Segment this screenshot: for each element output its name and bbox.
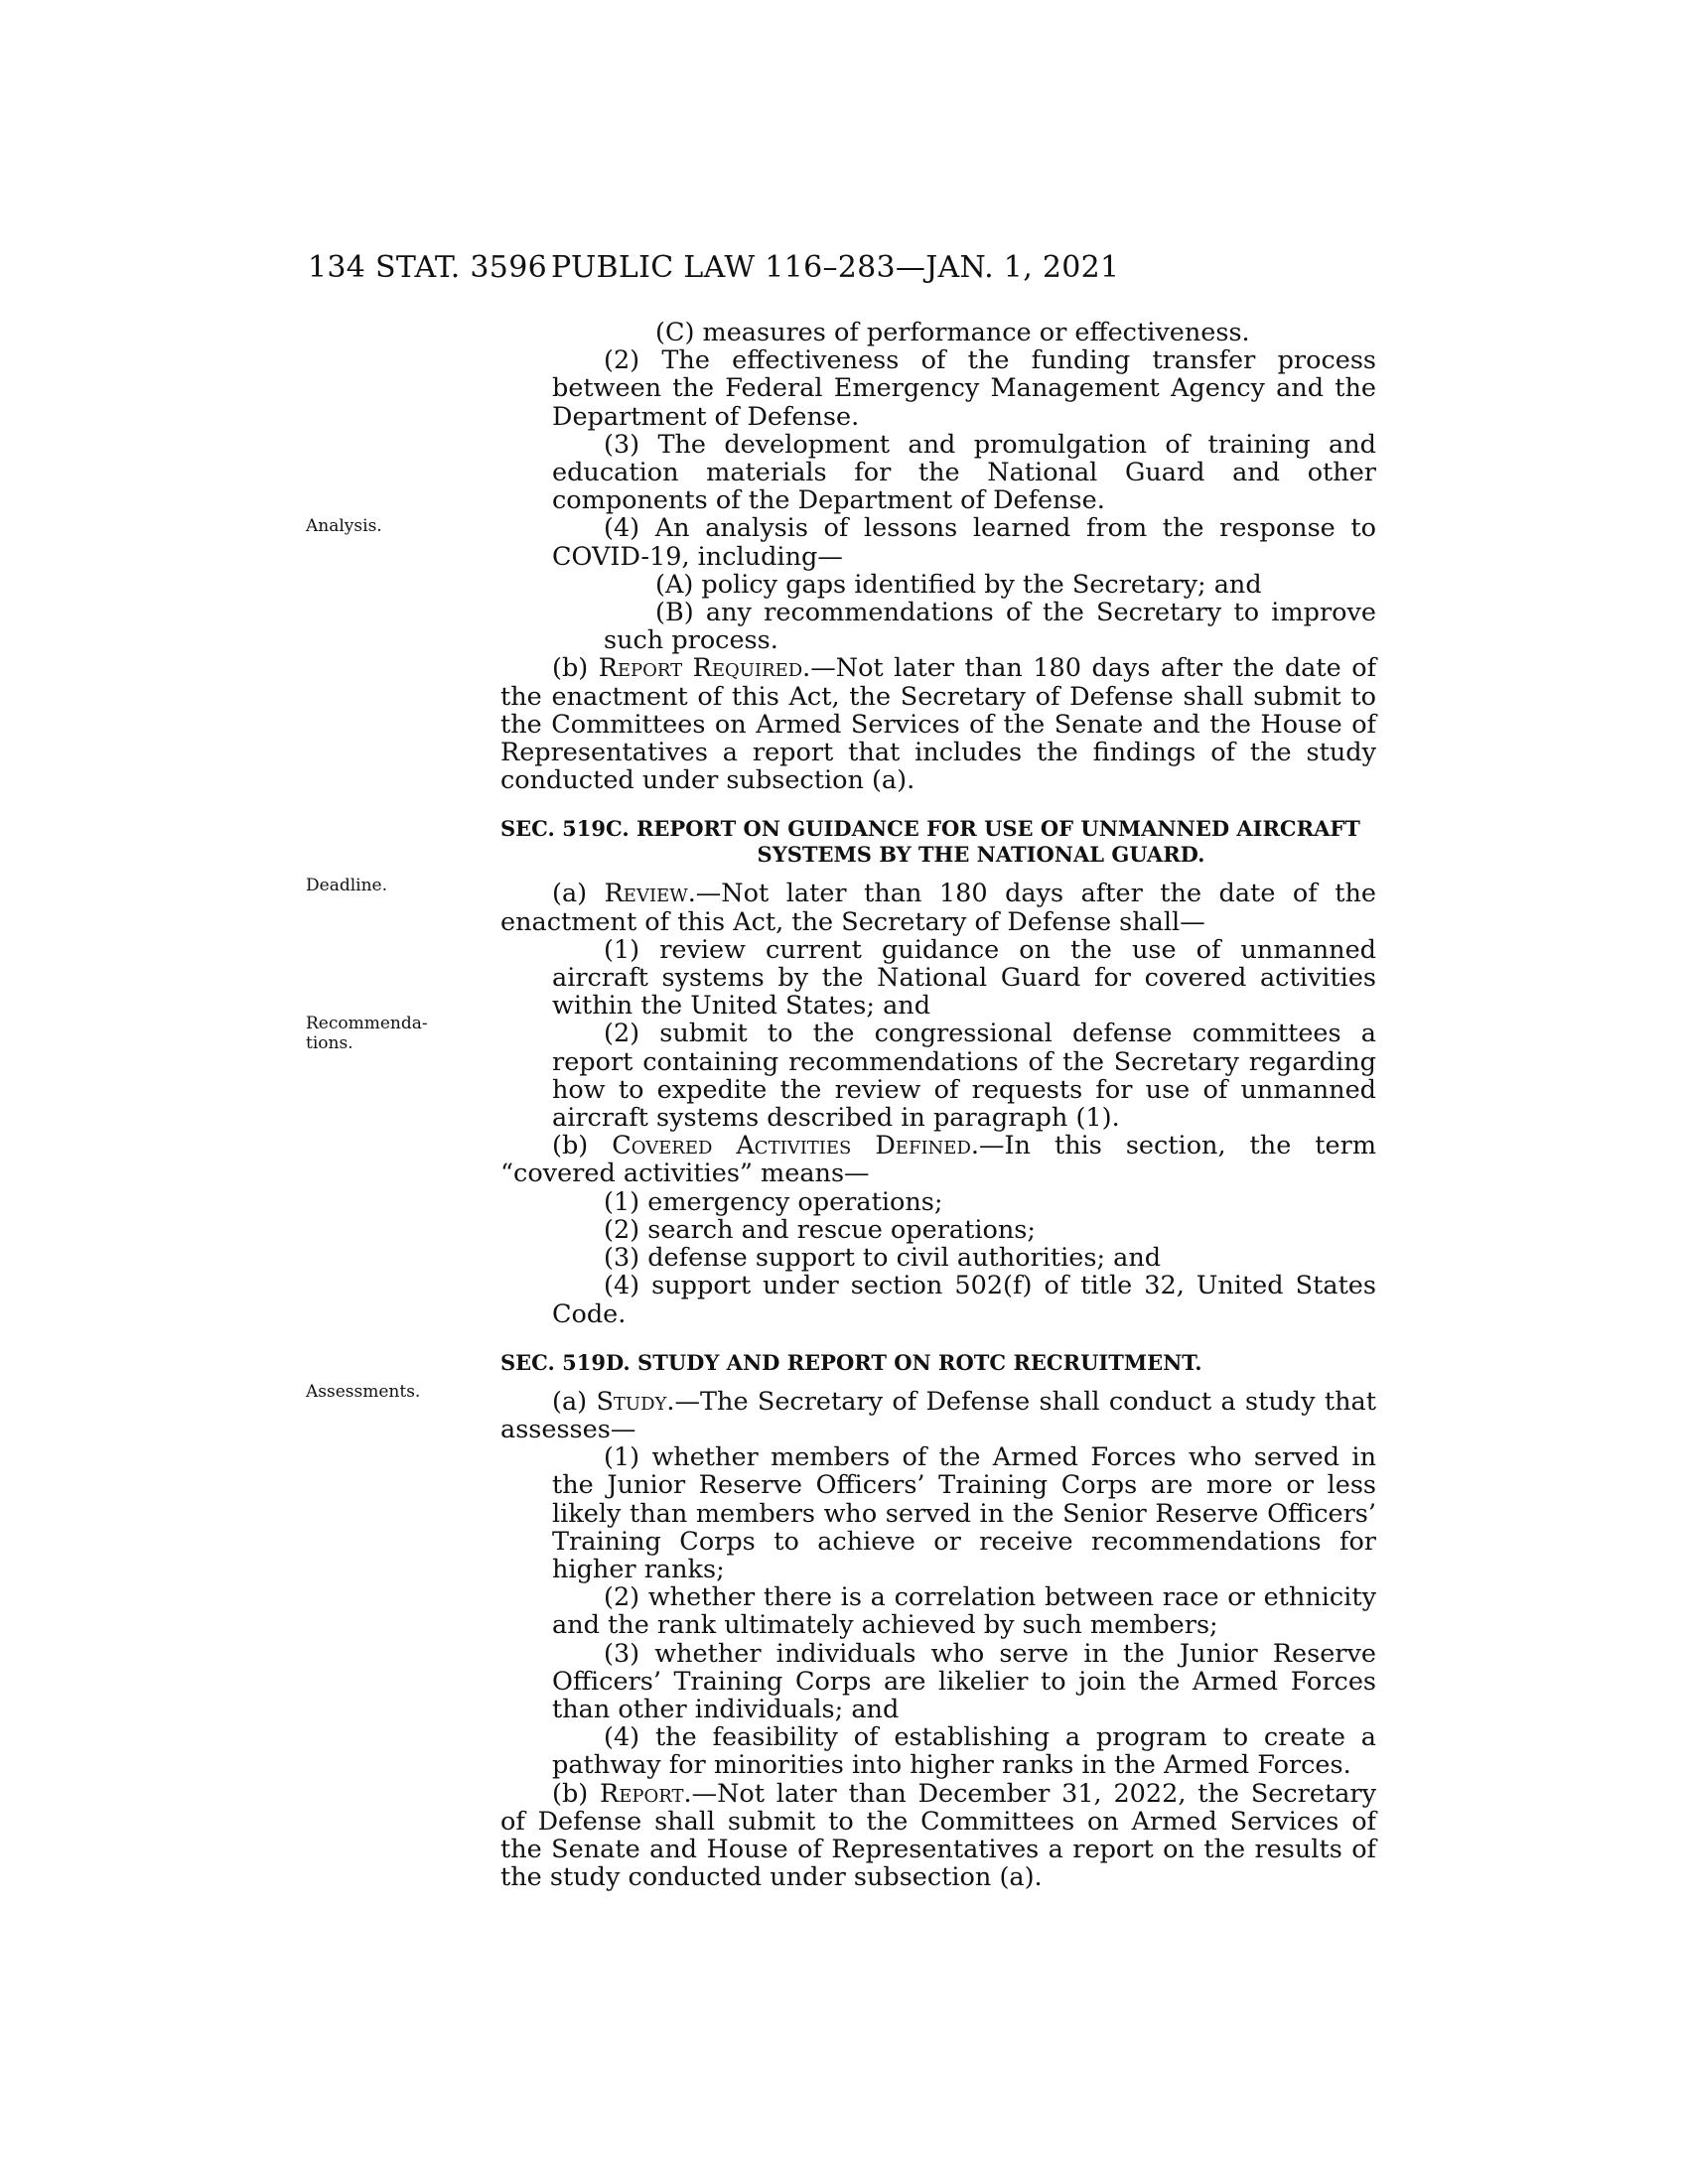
- margin-note-recommendations: [306, 1014, 445, 1053]
- subsection-b-report-required: [500, 654, 1376, 794]
- margin-note-deadline: Deadline.: [306, 876, 387, 895]
- section-519d-heading: SEC. 519D. STUDY AND REPORT ON ROTC RECRUITMENT.: [500, 1349, 1202, 1375]
- section-519c-a-heading: Review: [604, 879, 688, 909]
- margin-note-recommendations-line2: tions.: [306, 1033, 353, 1053]
- margin-note-assessments: Assessments.: [306, 1382, 421, 1402]
- section-519c-heading-line2: SYSTEMS BY THE NATIONAL GUARD.: [757, 842, 1205, 868]
- section-519d-paragraph-2: (2) whether there is a correlation between race or ethnicity and the rank ultimately achieved by such members;: [552, 1582, 1376, 1641]
- paragraph-2-funding-transfer: (2) The effectiveness of the funding transfer process between the Federal Emergency Management Agency and the Department of Defense.: [552, 345, 1376, 432]
- section-519d-b-text: .—Not later than December 31, 2022, the Secretary of Defense shall submit to the Committees on Armed Services of the Senate and House of Representatives a report on the results of the study conducted under subsection (a).: [500, 1778, 1376, 1893]
- main-text-column: [500, 319, 1376, 1891]
- section-519d-subsection-b: [500, 1780, 1376, 1892]
- subsection-b-heading: Report Required: [598, 653, 803, 684]
- section-519d-a-text: .—The Secretary of Defense shall conduct a study that assesses—: [500, 1386, 1376, 1444]
- section-519d-b-label: (b): [552, 1778, 601, 1809]
- section-519c-heading: [500, 816, 1376, 868]
- section-519c-subsection-a: [500, 880, 1376, 935]
- section-519c-a-label: (a): [552, 879, 605, 909]
- margin-note-analysis: Analysis.: [306, 516, 382, 536]
- stat-page-number: 134 STAT. 3596: [308, 250, 547, 285]
- section-519c-paragraph-1: (1) review current guidance on the use of unmanned aircraft systems by the National Guard for covered activities within the United States; and: [552, 934, 1376, 1022]
- section-519d-subsection-a: [500, 1388, 1376, 1443]
- section-519d-a-heading: Study: [596, 1386, 667, 1417]
- paragraph-3-training-materials: (3) The development and promulgation of training and education materials for the National Guard and other components of the Department of Defense.: [552, 429, 1376, 516]
- section-519c-heading-line1: SEC. 519C. REPORT ON GUIDANCE FOR USE OF UNMANNED AIRCRAFT: [500, 816, 1360, 842]
- covered-activity-1: (1) emergency operations;: [604, 1186, 943, 1217]
- paragraph-4-lessons-learned: (4) An analysis of lessons learned from the response to COVID-19, including—: [552, 513, 1376, 572]
- section-519d-paragraph-4: (4) the feasibility of establishing a program to create a pathway for minorities into higher ranks in the Armed Forces.: [552, 1722, 1376, 1781]
- section-519c-b-heading: Covered Activities Defined: [612, 1131, 971, 1161]
- section-519c-a-text: .—Not later than 180 days after the date of the enactment of this Act, the Secretary of Defense shall—: [500, 879, 1376, 937]
- section-519d-paragraph-3: (3) whether individuals who serve in the Junior Reserve Officers’ Training Corps are likelier to join the Armed Forces than other individuals; and: [552, 1638, 1376, 1724]
- subparagraph-4b-recommendations: (B) any recommendations of the Secretary to improve such process.: [604, 598, 1376, 656]
- section-519d-a-label: (a): [552, 1386, 597, 1417]
- subparagraph-c-measures: (C) measures of performance or effectiveness.: [655, 318, 1250, 347]
- subparagraph-4a-policy-gaps: (A) policy gaps identified by the Secretary; and: [655, 569, 1262, 600]
- subsection-b-text: .—Not later than 180 days after the date of the enactment of this Act, the Secretary of Defense shall submit to the Committees on Armed Services of the Senate and the House of Representatives a report that includes the findings of the study conducted under subsection (a).: [500, 653, 1377, 796]
- section-519d-b-heading: Report: [600, 1778, 684, 1809]
- covered-activity-4: (4) support under section 502(f) of title 32, United States Code.: [552, 1271, 1376, 1329]
- section-519c-b-text: .—In this section, the term “covered activities” means—: [500, 1131, 1376, 1189]
- covered-activity-3: (3) defense support to civil authorities; and: [604, 1243, 1162, 1274]
- covered-activity-2: (2) search and rescue operations;: [604, 1214, 1036, 1245]
- subsection-b-label: (b): [552, 653, 599, 684]
- section-519d-paragraph-1: (1) whether members of the Armed Forces who served in the Junior Reserve Officers’ Training Corps are more or less likely than members who served in the Senior Reserve Officers’ Training Corps to achieve or receive recommendations for higher ranks;: [552, 1442, 1376, 1584]
- section-519c-b-label: (b): [552, 1131, 613, 1161]
- section-519c-paragraph-2: (2) submit to the congressional defense committees a report containing recommendations of the Secretary regarding how to expedite the review of requests for use of unmanned aircraft systems described in paragraph (1).: [552, 1019, 1376, 1134]
- running-head-title: PUBLIC LAW 116–283—JAN. 1, 2021: [551, 250, 1120, 285]
- margin-note-recommendations-line1: Recommenda-: [306, 1014, 428, 1033]
- section-519c-subsection-b: [500, 1132, 1376, 1187]
